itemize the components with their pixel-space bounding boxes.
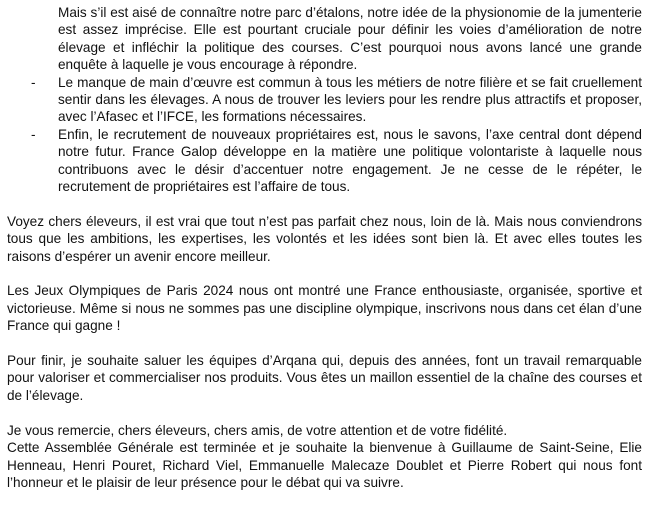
bullet-text: Enfin, le recrutement de nouveaux propriétaires est, nous le savons, l’axe central dont dépend notre futur. France Galop développe en la matière une politique volontariste à laquelle nous contribuons avec le désir d’accentuer notre engagement. Je ne cesse de le répéter, le recrutement de propriétaires est l’affaire de tous. [58,126,642,195]
body-paragraph: Voyez chers éleveurs, il est vrai que tout n’est pas parfait chez nous, loin de là. Mais nous conviendrons tous que les ambitions, les expertises, les volontés et les idées sont bien là. Et avec elles toutes les raisons d’espérer un avenir encore meilleur. [7,213,642,264]
closing-line: Je vous remercie, chers éleveurs, chers amis, de votre attention et de votre fidélité. [7,422,508,438]
bullet-list [7,74,642,196]
intro-paragraph: Mais s’il est aisé de connaître notre parc d’étalons, notre idée de la physionomie de la jumenterie est assez imprécise. Elle est pourtant cruciale pour définir les voies d’amélioration de notre élevage et infléchir la politique des courses. C’est pourquoi nous avons lancé une grande enquête à laquelle je vous encourage à répondre. [58,5,642,73]
bullet-item [7,126,642,196]
bullet-item [7,74,642,126]
body-paragraph: Pour finir, je souhaite saluer les équipes d’Arqana qui, depuis des années, font un travail remarquable pour valoriser et commercialiser nos produits. Vous êtes un maillon essentiel de la chaîne des courses et de l’élevage. [7,353,642,403]
bullet-text: Le manque de main d’œuvre est commun à tous les métiers de notre filière et se fait cruellement sentir dans les élevages. A nous de trouver les leviers pour les rendre plus attractifs et proposer, avec l’Afasec et l’IFCE, les formations nécessaires. [58,74,642,125]
paragraph-gap [7,404,642,421]
paragraph-gap [7,195,642,212]
paragraph-gap [7,335,642,352]
bullet-dash: - [31,74,36,90]
body-paragraph: Les Jeux Olympiques de Paris 2024 nous ont montré une France enthousiaste, organisée, sportive et victorieuse. Même si nous ne sommes pas une discipline olympique, inscrivons nous dans cet élan d’une France qui gagne ! [7,283,642,334]
paragraph-gap [7,265,642,282]
closing-line: Cette Assemblée Générale est terminée et je souhaite la bienvenue à Guillaume de Saint-Seine, Elie Henneau, Henri Pouret, Richard Viel, Emmanuelle Malecaze Doublet et Pierre Robert qui nous font l’honneur et le plaisir de leur présence pour le débat qui va suivre. [7,440,642,490]
bullet-dash: - [31,126,36,142]
